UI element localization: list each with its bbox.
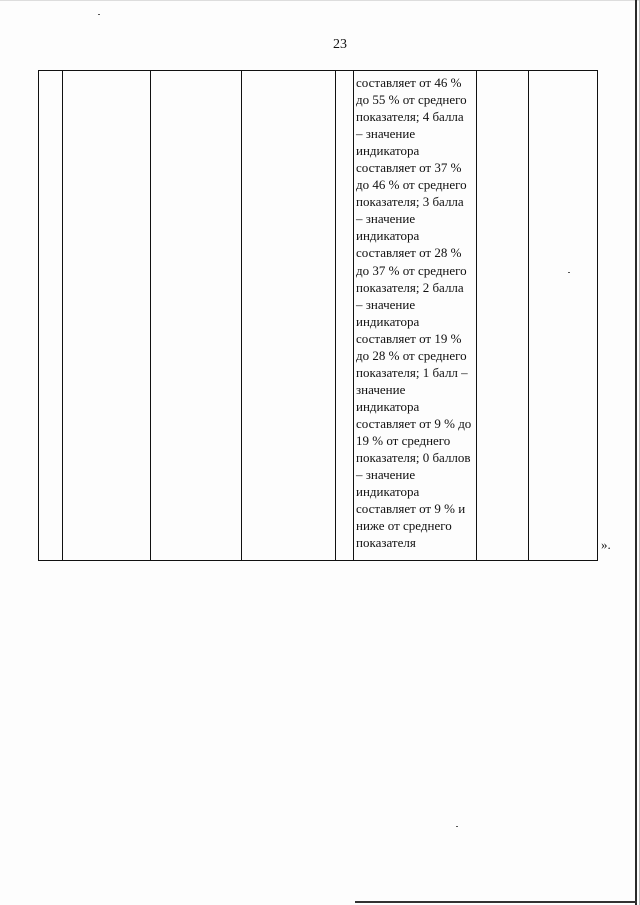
- table-border-right: [597, 71, 598, 560]
- table-cell-criteria-text: составляет от 46 % до 55 % от среднего показателя; 4 балла – значение индикатора составляет от 37 % до 46 % от среднего показателя; 3 балла – значение индикатора составляет от 28 % до 37 % от среднего показателя; 2 балла – значение индикатора составляет от 19 % до 28 % от среднего показателя; 1 балл – значение индикатора составляет от 9 % до 19 % от среднего показателя; 0 баллов – значение индикатора составляет от 9 % и ниже от среднего показателя: [356, 75, 472, 551]
- closing-quote: ».: [601, 537, 611, 552]
- table-column-divider: [335, 71, 336, 560]
- page-number: 23: [333, 37, 347, 52]
- continued-table: [38, 70, 598, 561]
- table-border-left: [38, 71, 39, 560]
- scan-edge-bottom: [355, 901, 637, 903]
- scan-speck: [568, 272, 570, 273]
- scan-edge-right: [635, 0, 637, 905]
- table-column-divider: [62, 71, 63, 560]
- table-column-divider: [150, 71, 151, 560]
- scan-speck: [456, 826, 458, 827]
- scan-speck: [98, 14, 100, 15]
- table-column-divider: [528, 71, 529, 560]
- table-column-divider: [476, 71, 477, 560]
- table-column-divider: [353, 71, 354, 560]
- table-column-divider: [241, 71, 242, 560]
- scan-edge-top: [0, 0, 640, 1]
